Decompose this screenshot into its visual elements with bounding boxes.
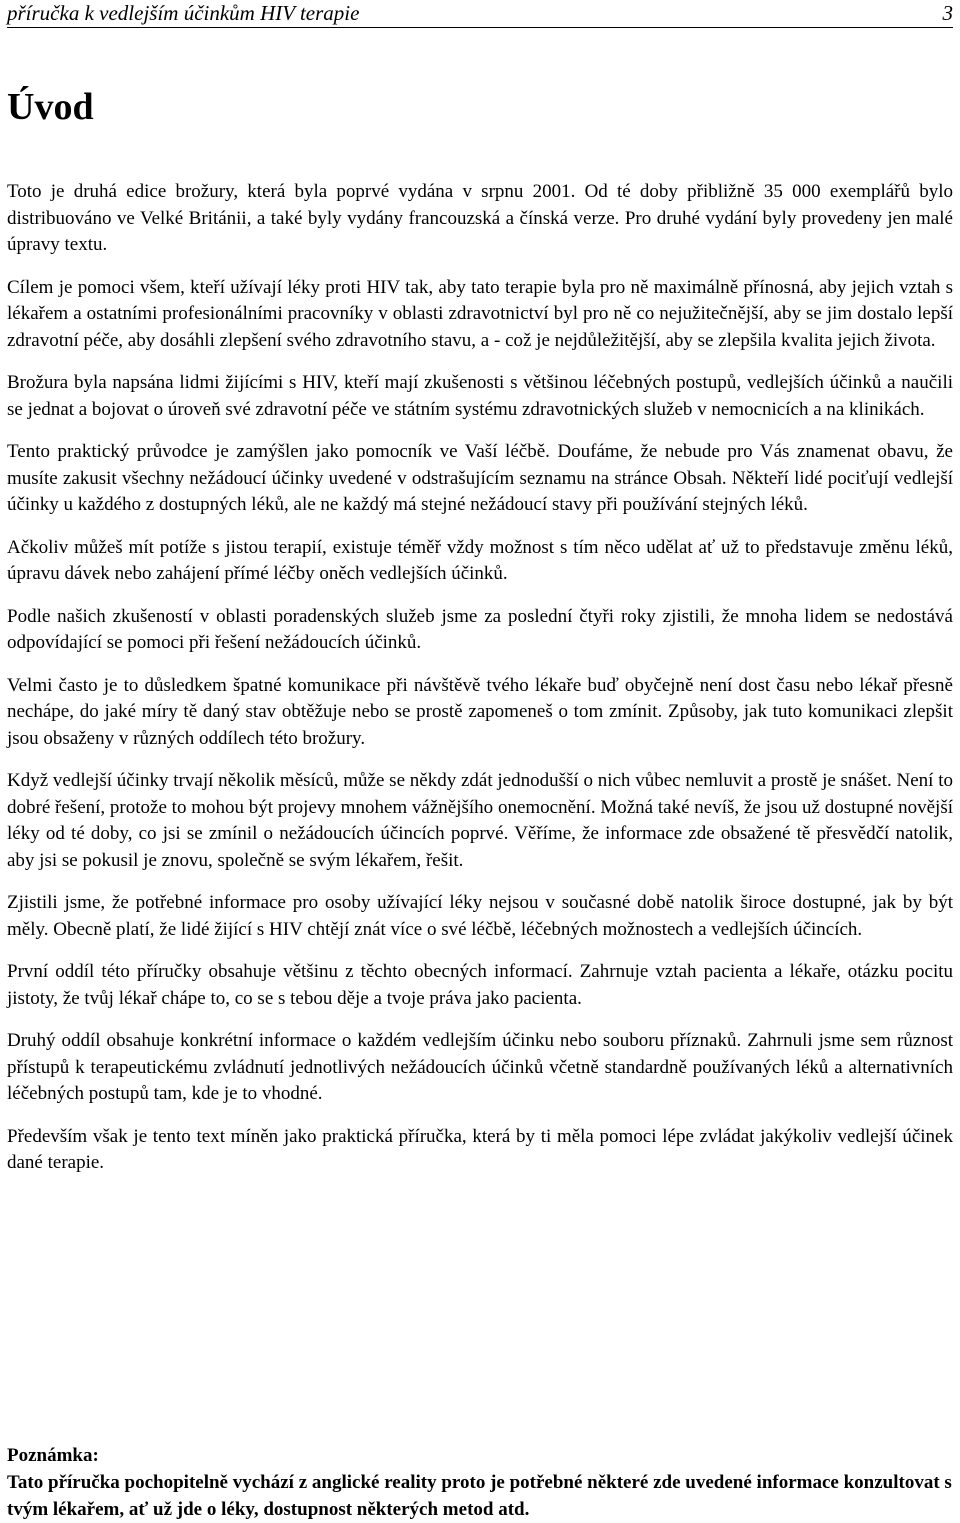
paragraph: Když vedlejší účinky trvají několik měsíců, může se někdy zdát jednodušší o nich vůbec nemluvit a prostě je snášet. Není to dobré řešení, protože to mohou být projevy mnohem vážnějšího onemocnění. Možná také nevíš, že jsou už dostupné novější léky od té doby, co jsi se zmínil o nežádoucích účincích poprvé. Věříme, že informace zde obsažené tě přesvědčí natolik, aby jsi se pokusil je znovu, společně se svým lékařem, řešit. bbox=[7, 770, 953, 871]
chapter-title: Úvod bbox=[7, 86, 94, 128]
paragraph: Cílem je pomoci všem, kteří užívají léky proti HIV tak, aby tato terapie byla pro ně maximálně přínosná, aby jejich vztah s lékařem a ostatními profesionálními pracovníky v oblasti zdravotnictví byl pro ně co nejužitečnější, aby se jim dostalo lepší zdravotní péče, aby dosáhli zlepšení svého zdravotního stavu, a - což je nejdůležitější, aby se zlepšila kvalita jejich života. bbox=[7, 276, 953, 351]
paragraph: Velmi často je to důsledkem špatné komunikace při návštěvě tvého lékaře buď obyčejně není dost času nebo lékař přesně nechápe, do jaké míry tě daný stav obtěžuje nebo se prostě zapomeneš o tom zmínit. Způsoby, jak tuto komunikaci zlepšit jsou obsaženy v různých oddílech této brožury. bbox=[7, 674, 953, 749]
paragraph: Podle našich zkušeností v oblasti poradenských služeb jsme za poslední čtyři roky zjistili, že mnoha lidem se nedostává odpovídající se pomoci při řešení nežádoucích účinků. bbox=[7, 605, 953, 653]
paragraph: První oddíl této příručky obsahuje většinu z těchto obecných informací. Zahrnuje vztah pacienta a lékaře, otázku pocitu jistoty, že tvůj lékař chápe to, co se s tebou děje a tvoje práva jako pacienta. bbox=[7, 961, 953, 1009]
note-label: Poznámka: bbox=[7, 1445, 99, 1466]
note-block bbox=[7, 1442, 953, 1523]
paragraph: Druhý oddíl obsahuje konkrétní informace o každém vedlejším účinku nebo souboru příznaků. Zahrnuli jsme sem různost přístupů k terapeutickému zvládnutí jednotlivých nežádoucích účinků včetně standardně používaných léků a alternativních léčebných postupů tam, kde je to vhodné. bbox=[7, 1030, 953, 1104]
paragraph: Především však je tento text míněn jako praktická příručka, která by ti měla pomoci lépe zvládat jakýkoliv vedlejší účinek dané terapie. bbox=[7, 1125, 953, 1173]
page-number: 3 bbox=[942, 1, 953, 25]
paragraph: Tento praktický průvodce je zamýšlen jako pomocník ve Vaší léčbě. Doufáme, že nebude pro Vás znamenat obavu, že musíte zakusit všechny nežádoucí účinky uvedené v odstrašujícím seznamu na stránce Obsah. Někteří lidé pociťují vedlejší účinky u každého z dostupných léků, ale ne každý má stejné nežádoucí stavy při používání stejných léků. bbox=[7, 441, 953, 515]
paragraph: Toto je druhá edice brožury, která byla poprvé vydána v srpnu 2001. Od té doby přibližně 35 000 exemplářů bylo distribuováno ve Velké Británii, a také byly vydány francouzská a čínská verze. Pro druhé vydání byly provedeny jen malé úpravy textu. bbox=[7, 181, 953, 255]
note-text: Tato příručka pochopitelně vychází z anglické reality proto je potřebné některé zde uvedené informace konzultovat s tvým lékařem, ať už jde o léky, dostupnost některých metod atd. bbox=[7, 1472, 952, 1520]
running-header bbox=[7, 0, 953, 28]
header-title: příručka k vedlejším účinkům HIV terapie bbox=[7, 1, 360, 25]
paragraph: Brožura byla napsána lidmi žijícími s HIV, kteří mají zkušenosti s většinou léčebných postupů, vedlejších účinků a naučili se jednat a bojovat o úroveň své zdravotní péče ve státním systému zdravotnických služeb v nemocnicích a na klinikách. bbox=[7, 372, 953, 420]
body-text bbox=[7, 179, 953, 1193]
paragraph: Zjistili jsme, že potřebné informace pro osoby užívající léky nejsou v současné době natolik široce dostupné, jak by být měly. Obecně platí, že lidé žijící s HIV chtějí znát více o své léčbě, léčebných možnostech a vedlejších účincích. bbox=[7, 892, 953, 940]
paragraph: Ačkoliv můžeš mít potíže s jistou terapií, existuje téměř vždy možnost s tím něco udělat ať už to představuje změnu léků, úpravu dávek nebo zahájení přímé léčby oněch vedlejších účinků. bbox=[7, 536, 953, 584]
